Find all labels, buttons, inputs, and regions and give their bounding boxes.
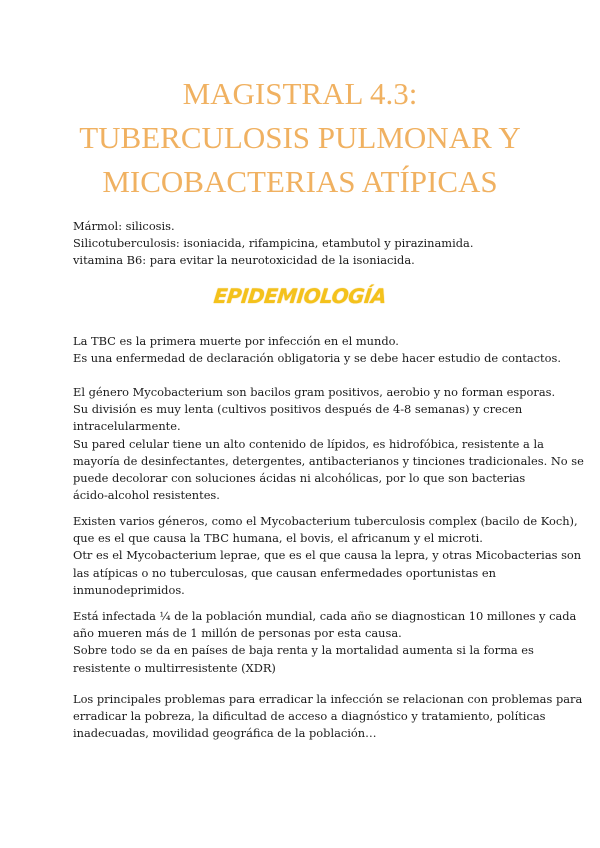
paragraph [73, 608, 577, 677]
text-line: inmunodeprimidos. [73, 582, 185, 597]
paragraph [73, 384, 584, 504]
title-line: TUBERCULOSIS PULMONAR Y [79, 120, 521, 155]
text-line: Es una enfermedad de declaración obligatoria y se debe hacer estudio de contactos. [73, 351, 561, 366]
text-line: inadecuadas, movilidad geográfica de la población… [73, 726, 377, 741]
text-line: El género Mycobacterium son bacilos gram positivos, aerobio y no forman esporas. [73, 385, 556, 399]
title-line: MAGISTRAL 4.3: [182, 76, 418, 111]
paragraph [73, 513, 582, 599]
paragraph [73, 691, 583, 743]
text-line: vitamina B6: para evitar la neurotoxicidad de la isoniacida. [73, 253, 415, 268]
text-line: Existen varios géneros, como el Mycobacterium tuberculosis complex (bacilo de Koch), [73, 514, 578, 528]
page-title [40, 72, 560, 204]
text-line: Su división es muy lenta (cultivos positivos después de 4-8 semanas) y crecen [73, 402, 523, 417]
text-line: Mármol: silicosis. [73, 219, 175, 233]
text-line: puede decolorar con soluciones ácidas ni alcohólicas, por lo que son bacterias [73, 471, 526, 486]
paragraph [73, 333, 561, 367]
section-heading-epidemiologia: EPIDEMIOLOGÍA [212, 284, 388, 308]
text-line: que es el que causa la TBC humana, el bovis, el africanum y el microti. [73, 531, 483, 546]
text-line: erradicar la pobreza, la dificultad de acceso a diagnóstico y tratamiento, políticas [73, 709, 546, 724]
text-line: año mueren más de 1 millón de personas por esta causa. [73, 626, 402, 641]
text-line: mayoría de desinfectantes, detergentes, antibacterianos y tinciones tradicionales. No se [73, 453, 584, 468]
text-line: Los principales problemas para erradicar la infección se relacionan con problemas para [73, 692, 583, 706]
text-line: ácido-alcohol resistentes. [73, 488, 220, 503]
text-line: Otr es el Mycobacterium leprae, que es el que causa la lepra, y otras Micobacterias son [73, 548, 582, 563]
text-line: Silicotuberculosis: isoniacida, rifampicina, etambutol y pirazinamida. [73, 236, 474, 251]
text-line: las atípicas o no tuberculosas, que causan enfermedades oportunistas en [73, 565, 496, 580]
text-line: intracelularmente. [73, 419, 181, 434]
title-line: MICOBACTERIAS ATÍPICAS [102, 164, 498, 199]
text-line: Su pared celular tiene un alto contenido de lípidos, es hidrofóbica, resistente a la [73, 436, 544, 451]
text-line: La TBC es la primera muerte por infección en el mundo. [73, 334, 399, 348]
intro-notes [73, 218, 533, 270]
text-line: Sobre todo se da en países de baja renta y la mortalidad aumenta si la forma es [73, 643, 534, 658]
text-line: resistente o multirresistente (XDR) [73, 660, 276, 675]
text-line: Está infectada ¼ de la población mundial, cada año se diagnostican 10 millones y cada [73, 609, 577, 623]
